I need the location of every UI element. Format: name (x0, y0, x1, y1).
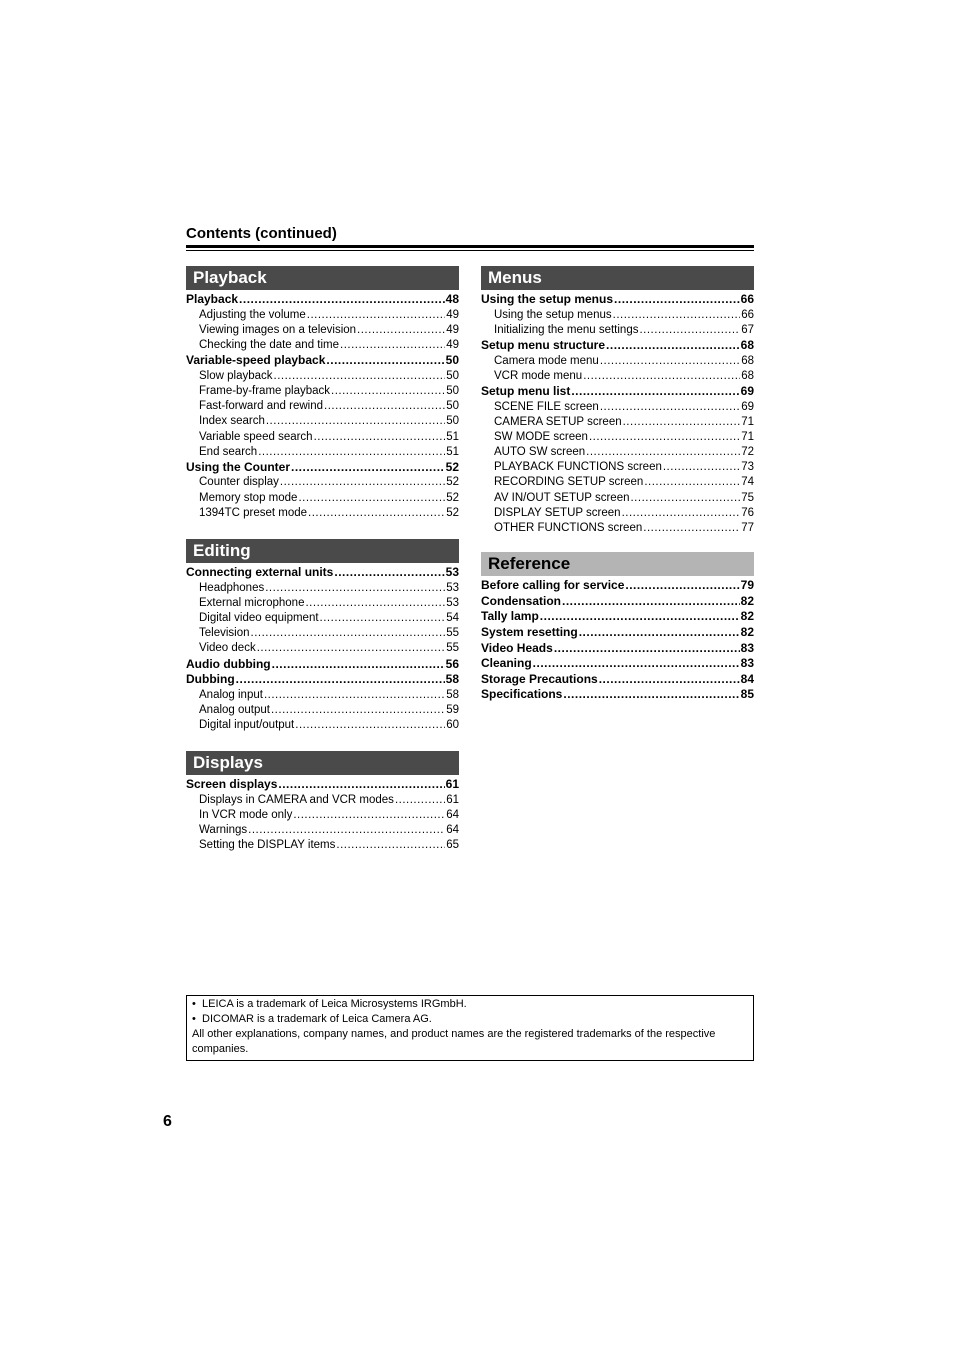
toc-entry-page: 59 (446, 703, 459, 716)
trademark-notice (186, 995, 754, 1061)
dot-leader (583, 369, 740, 384)
notice-bullet-item (192, 997, 748, 1012)
section-spacer (481, 536, 754, 552)
toc-entry-label: Video deck (199, 642, 256, 655)
dot-leader (663, 460, 740, 475)
toc-entry-label: Warnings (199, 824, 248, 837)
toc-entry-page: 68 (740, 337, 754, 352)
toc-entry-label: Fast-forward and rewind (199, 400, 323, 413)
toc-entry-label: Using the setup menus (481, 292, 614, 306)
toc-entry-label: Video Heads (481, 640, 553, 655)
section-heading-editing: Editing (186, 539, 459, 563)
dot-leader (554, 641, 740, 657)
toc-entry-page: 74 (741, 476, 754, 489)
toc-entry-warnings[interactable] (186, 823, 459, 838)
toc-entry-page: 56 (445, 656, 459, 671)
right-column (481, 266, 754, 703)
dot-leader (308, 506, 445, 521)
toc-entry-variable-speed-search[interactable] (186, 430, 459, 445)
toc-entry-audio-dubbing[interactable] (186, 657, 459, 673)
toc-entry-label: Counter display (199, 476, 279, 489)
toc-entry-using-the-setup-menus[interactable] (481, 308, 754, 323)
toc-entry-label: OTHER FUNCTIONS screen (494, 522, 643, 535)
dot-leader (334, 565, 444, 581)
toc-entry-scene-file-screen[interactable] (481, 400, 754, 415)
toc-entry-page: 50 (446, 369, 459, 382)
toc-entry-page: 71 (741, 430, 754, 443)
page-title: Contents (continued) (186, 225, 337, 242)
dot-leader (264, 688, 445, 703)
dot-leader (614, 292, 740, 308)
toc-entry-analog-output[interactable] (186, 703, 459, 718)
toc-entry-label: Playback (186, 292, 239, 306)
toc-entry-label: Setup menu structure (481, 337, 606, 352)
dot-leader (579, 625, 740, 641)
section-heading-menus: Menus (481, 266, 754, 290)
toc-entry-television[interactable] (186, 626, 459, 641)
dot-leader (251, 626, 446, 641)
dot-leader (298, 491, 445, 506)
toc-entry-label: Memory stop mode (199, 491, 298, 504)
toc-entry-frame-by-frame-playback[interactable] (186, 384, 459, 399)
toc-entry-page: 76 (741, 506, 754, 519)
toc-entry-storage-precautions[interactable] (481, 672, 754, 688)
toc-entry-connecting-external-units[interactable] (186, 565, 459, 581)
toc-entry-label: Storage Precautions (481, 671, 598, 686)
dot-leader (305, 596, 445, 611)
toc-entry-auto-sw-screen[interactable] (481, 445, 754, 460)
toc-entry-system-resetting[interactable] (481, 625, 754, 641)
dot-leader (395, 793, 445, 808)
toc-entry-page: 52 (446, 476, 459, 489)
bullet-icon: • (192, 998, 196, 1010)
toc-entry-label: System resetting (481, 625, 578, 639)
toc-entry-initializing-the-menu-settings[interactable] (481, 323, 754, 338)
toc-entry-page: 64 (446, 809, 459, 822)
toc-entry-label: Variable speed search (199, 430, 313, 443)
toc-entry-page: 66 (740, 292, 754, 306)
dot-leader (320, 611, 446, 626)
toc-entry-label: Setting the DISPLAY items (199, 839, 336, 852)
toc-entry-page: 75 (741, 491, 754, 504)
toc-entry-page: 71 (741, 415, 754, 428)
dot-leader (600, 400, 740, 415)
dot-leader (600, 354, 740, 369)
section-heading-playback: Playback (186, 266, 459, 290)
toc-entry-page: 51 (446, 430, 459, 443)
dot-leader (622, 506, 741, 521)
toc-entry-display-setup-screen[interactable] (481, 506, 754, 521)
dot-leader (639, 323, 740, 338)
toc-entry-page: 73 (741, 461, 754, 474)
toc-entry-in-vcr-mode-only[interactable] (186, 808, 459, 823)
toc-entry-page: 65 (446, 839, 459, 852)
toc-entry-page: 52 (446, 506, 459, 519)
section-heading-reference: Reference (481, 552, 754, 576)
toc-entry-label: Screen displays (186, 777, 278, 792)
toc-entry-page: 79 (740, 578, 754, 593)
dot-leader (623, 415, 741, 430)
toc-entry-page: 58 (445, 672, 459, 687)
toc-entry-page: 69 (741, 400, 754, 413)
toc-entry-page: 83 (740, 640, 754, 655)
notice-bullet-item (192, 1012, 748, 1027)
toc-entry-using-the-setup-menus[interactable] (481, 292, 754, 308)
toc-entry-fast-forward-and-rewind[interactable] (186, 399, 459, 414)
toc-entry-other-functions-screen[interactable] (481, 521, 754, 536)
dot-leader (540, 609, 740, 625)
toc-entry-analog-input[interactable] (186, 688, 459, 703)
toc-entry-sw-mode-screen[interactable] (481, 430, 754, 445)
dot-leader (606, 338, 740, 354)
toc-entry-memory-stop-mode[interactable] (186, 491, 459, 506)
header-rule-thin (186, 250, 754, 251)
toc-entry-displays-in-camera-and-vcr-modes[interactable] (186, 793, 459, 808)
toc-entry-tally-lamp[interactable] (481, 609, 754, 625)
toc-entry-recording-setup-screen[interactable] (481, 475, 754, 490)
toc-entry-label: Audio dubbing (186, 656, 271, 671)
toc-entry-variable-speed-playback[interactable] (186, 353, 459, 369)
dot-leader (272, 657, 445, 673)
toc-entry-label: RECORDING SETUP screen (494, 476, 644, 489)
toc-entry-dubbing[interactable] (186, 672, 459, 688)
toc-entry-label: AUTO SW screen (494, 446, 586, 459)
toc-entry-video-heads[interactable] (481, 641, 754, 657)
toc-entry-label: End search (199, 445, 258, 458)
toc-entry-page: 50 (446, 400, 459, 413)
toc-entry-counter-display[interactable] (186, 475, 459, 490)
dot-leader (280, 475, 445, 490)
toc-entry-label: VCR mode menu (494, 369, 583, 382)
toc-entry-page: 82 (740, 609, 754, 624)
toc-entry-label: Condensation (481, 593, 561, 608)
toc-entry-page: 54 (446, 612, 459, 624)
toc-entry-av-in-out-setup-screen[interactable] (481, 491, 754, 506)
toc-entry-page: 52 (446, 491, 459, 504)
toc-entry-page: 53 (446, 596, 459, 609)
toc-entry-page: 61 (445, 777, 459, 792)
dot-leader (589, 430, 740, 445)
dot-leader (331, 384, 445, 399)
toc-entry-label: PLAYBACK FUNCTIONS screen (494, 461, 662, 474)
toc-entry-digital-input-output[interactable] (186, 718, 459, 733)
toc-entry-page: 61 (446, 793, 459, 806)
toc-entry-viewing-images-on-a-television[interactable] (186, 323, 459, 338)
toc-entry-page: 67 (741, 323, 754, 336)
toc-entry-specifications[interactable] (481, 687, 754, 703)
toc-entry-setting-the-display-items[interactable] (186, 838, 459, 853)
dot-leader (314, 430, 446, 445)
toc-entry-page: 52 (445, 459, 459, 474)
toc-entry-page: 72 (741, 446, 754, 459)
toc-entry-label: AV IN/OUT SETUP screen (494, 491, 630, 504)
toc-entry-adjusting-the-volume[interactable] (186, 308, 459, 323)
toc-entry-label: Dubbing (186, 672, 235, 687)
dot-leader (336, 838, 445, 853)
dot-leader (248, 823, 445, 838)
dot-leader (625, 578, 739, 594)
toc-entry-label: 1394TC preset mode (199, 506, 308, 519)
toc-entry-page: 50 (446, 415, 459, 428)
toc-entry-label: SW MODE screen (494, 430, 588, 443)
dot-leader (307, 308, 445, 323)
dot-leader (258, 445, 445, 460)
toc-entry-label: Specifications (481, 687, 563, 702)
toc-entry-label: SCENE FILE screen (494, 400, 599, 413)
toc-entry-digital-video-equipment[interactable] (186, 611, 459, 626)
toc-entry-page: 53 (445, 565, 459, 580)
dot-leader (563, 687, 739, 703)
toc-entry-page: 60 (446, 719, 459, 732)
toc-entry-label: Using the Counter (186, 459, 290, 474)
toc-entry-page: 68 (741, 369, 754, 382)
toc-entry-setup-menu-list[interactable] (481, 384, 754, 400)
section-spacer (186, 521, 459, 539)
toc-entry-label: CAMERA SETUP screen (494, 415, 622, 428)
toc-entry-cleaning[interactable] (481, 656, 754, 672)
left-column (186, 266, 459, 854)
dot-leader (357, 323, 445, 338)
dot-leader (562, 594, 740, 610)
dot-leader (326, 353, 444, 369)
toc-entry-label: Analog output (199, 703, 270, 716)
toc-entry-before-calling-for-service[interactable] (481, 578, 754, 594)
toc-entry-label: Analog input (199, 688, 263, 701)
dot-leader (265, 581, 445, 596)
toc-entry-page: 84 (740, 671, 754, 686)
toc-entry-external-microphone[interactable] (186, 596, 459, 611)
dot-leader (644, 475, 740, 490)
toc-entry-page: 77 (741, 522, 754, 535)
toc-entry-label: In VCR mode only (199, 809, 293, 822)
toc-entry-page: 55 (446, 642, 459, 655)
toc-entry-label: Initializing the menu settings (494, 323, 639, 336)
toc-entry-page: 48 (445, 292, 459, 306)
dot-leader (274, 369, 446, 384)
toc-entry-page: 49 (446, 323, 459, 336)
notice-bullet-text: DICOMAR is a trademark of Leica Camera AG. (202, 1013, 432, 1025)
dot-leader (613, 308, 741, 323)
toc-entry-label: Television (199, 627, 250, 640)
toc-entry-page: 82 (740, 593, 754, 608)
toc-entry-label: Adjusting the volume (199, 308, 306, 321)
toc-entry-page: 83 (740, 656, 754, 671)
dot-leader (599, 672, 740, 688)
toc-entry-label: DISPLAY SETUP screen (494, 506, 621, 519)
toc-entry-label: Variable-speed playback (186, 353, 326, 368)
toc-entry-playback[interactable] (186, 292, 459, 308)
toc-entry-label: Before calling for service (481, 578, 625, 593)
toc-entry-page: 50 (445, 353, 459, 368)
toc-entry-slow-playback[interactable] (186, 369, 459, 384)
toc-entry-vcr-mode-menu[interactable] (481, 369, 754, 384)
toc-entry-page: 50 (446, 384, 459, 397)
dot-leader (239, 292, 445, 308)
toc-entry-page: 69 (740, 383, 754, 398)
toc-entry-page: 85 (740, 687, 754, 702)
section-heading-displays: Displays (186, 751, 459, 775)
toc-entry-checking-the-date-and-time[interactable] (186, 338, 459, 353)
toc-entry-1394tc-preset-mode[interactable] (186, 506, 459, 521)
header-rule (186, 245, 754, 248)
dot-leader (324, 399, 445, 414)
toc-entry-page: 58 (446, 688, 459, 701)
toc-entry-page: 55 (446, 627, 459, 640)
toc-entry-label: Using the setup menus (494, 308, 612, 321)
toc-entry-label: Digital video equipment (199, 612, 319, 624)
toc-entry-setup-menu-structure[interactable] (481, 338, 754, 354)
toc-entry-label: Viewing images on a television (199, 323, 357, 336)
toc-entry-end-search[interactable] (186, 445, 459, 460)
dot-leader (586, 445, 740, 460)
toc-entry-page: 64 (446, 824, 459, 837)
toc-entry-condensation[interactable] (481, 594, 754, 610)
toc-entry-label: Digital input/output (199, 719, 295, 732)
toc-entry-page: 68 (741, 354, 754, 367)
dot-leader (340, 338, 445, 353)
toc-entry-label: Index search (199, 415, 265, 428)
toc-entry-page: 51 (446, 445, 459, 458)
toc-entry-page: 82 (740, 625, 754, 639)
toc-entry-page: 49 (446, 308, 459, 321)
toc-entry-label: Frame-by-frame playback (199, 384, 331, 397)
toc-entry-label: Cleaning (481, 656, 532, 671)
page-number: 6 (163, 1113, 172, 1130)
toc-entry-label: External microphone (199, 596, 305, 609)
toc-entry-camera-setup-screen[interactable] (481, 415, 754, 430)
toc-entry-label: Tally lamp (481, 609, 539, 624)
toc-entry-label: Displays in CAMERA and VCR modes (199, 793, 394, 806)
dot-leader (533, 656, 740, 672)
toc-entry-playback-functions-screen[interactable] (481, 460, 754, 475)
toc-entry-using-the-counter[interactable] (186, 460, 459, 476)
dot-leader (236, 672, 445, 688)
toc-entry-page: 53 (446, 581, 459, 594)
section-spacer (186, 733, 459, 751)
notice-bullet-text: LEICA is a trademark of Leica Microsystems IRGmbH. (202, 998, 467, 1010)
toc-entry-page: 49 (446, 338, 459, 351)
dot-leader (630, 491, 740, 506)
dot-leader (293, 808, 445, 823)
dot-leader (257, 641, 446, 656)
toc-entry-label: Setup menu list (481, 383, 571, 398)
dot-leader (291, 460, 445, 476)
dot-leader (271, 703, 445, 718)
toc-entry-index-search[interactable] (186, 414, 459, 429)
toc-entry-label: Slow playback (199, 369, 273, 382)
toc-entry-screen-displays[interactable] (186, 777, 459, 793)
dot-leader (295, 718, 445, 733)
dot-leader (266, 414, 445, 429)
toc-entry-camera-mode-menu[interactable] (481, 354, 754, 369)
toc-entry-video-deck[interactable] (186, 641, 459, 656)
toc-entry-label: Connecting external units (186, 565, 334, 580)
toc-entry-headphones[interactable] (186, 581, 459, 596)
dot-leader (643, 521, 740, 536)
toc-entry-label: Camera mode menu (494, 354, 599, 367)
dot-leader (571, 384, 739, 400)
bullet-icon: • (192, 1013, 196, 1025)
toc-entry-label: Headphones (199, 581, 265, 594)
toc-entry-label: Checking the date and time (199, 338, 340, 351)
notice-text: All other explanations, company names, and product names are the registered trademarks of the respective companies. (192, 1028, 716, 1055)
toc-entry-page: 66 (741, 308, 754, 321)
dot-leader (278, 777, 444, 793)
